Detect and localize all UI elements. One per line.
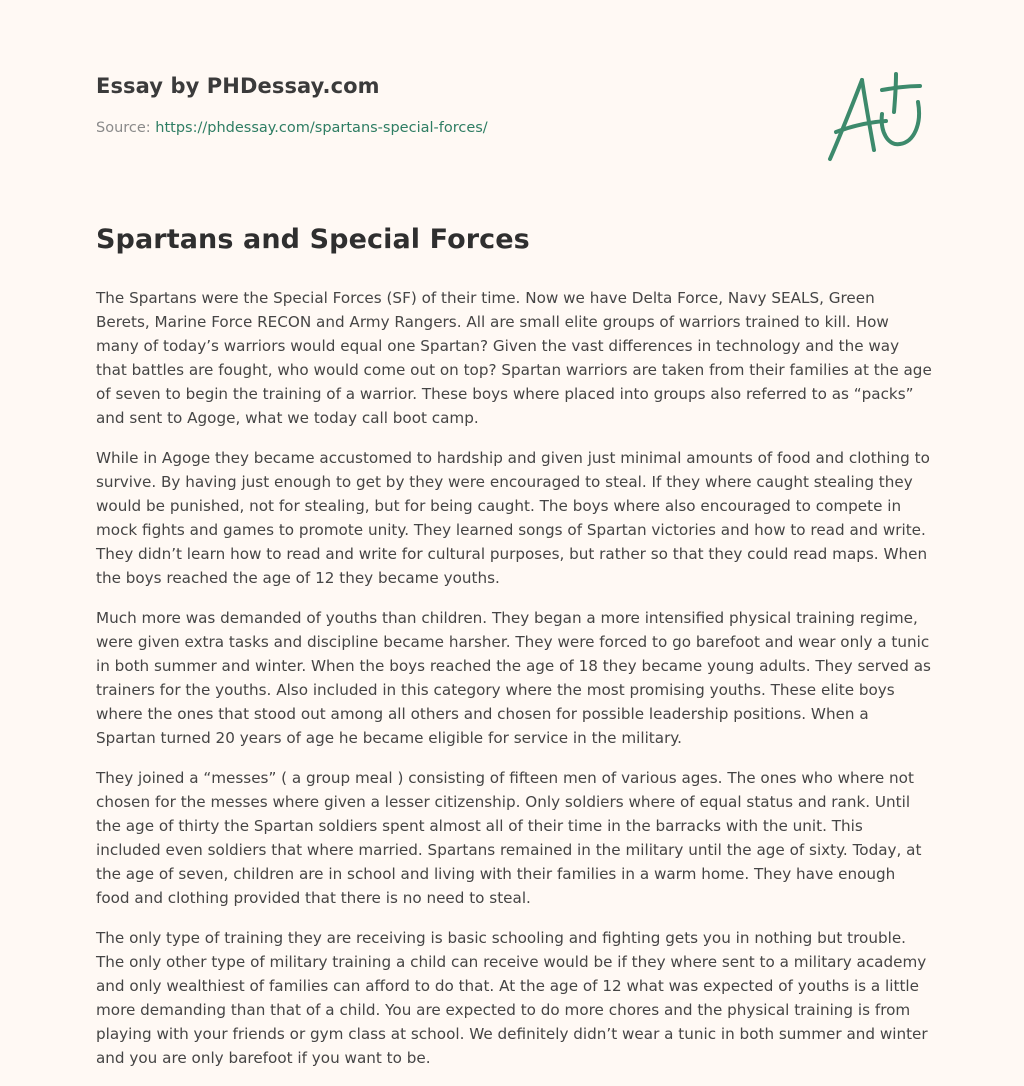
essay-body [96, 286, 932, 1086]
essay-paragraph: While in Agoge they became accustomed to hardship and given just minimal amounts of food and clothing to survive. By having just enough to get by they were encouraged to steal. If they where caught stealing they would be punished, not for stealing, but for being caught. The boys where also encouraged to compete in mock fights and games to promote unity. They learned songs of Spartan victories and how to read and write. They didn’t learn how to read and write for cultural purposes, but rather so that they could read maps. When the boys reached the age of 12 they became youths. [96, 449, 930, 587]
essay-paragraph: The Spartans were the Special Forces (SF) of their time. Now we have Delta Force, Navy SEALS, Green Berets, Marine Force RECON and Army Rangers. All are small elite groups of warriors trained to kill. How many of today’s warriors would equal one Spartan? Given the vast differences in technology and the way that battles are fought, who would come out on top? Spartan warriors are taken from their families at the age of seven to begin the training of a warrior. These boys where placed into groups also referred to as “packs” and sent to Agoge, what we today call boot camp. [96, 289, 932, 427]
essay-paragraph: Much more was demanded of youths than children. They began a more intensified physical training regime, were given extra tasks and discipline became harsher. They were forced to go barefoot and wear only a tunic in both summer and winter. When the boys reached the age of 18 they became young adults. They served as trainers for the youths. Also included in this category where the most promising youths. These elite boys where the ones that stood out among all others and chosen for possible leadership positions. When a Spartan turned 20 years of age he became eligible for service in the military. [96, 609, 931, 747]
site-title: Essay by PHDessay.com [96, 74, 380, 98]
source-label: Source: [96, 120, 156, 136]
essay-title: Spartans and Special Forces [96, 224, 530, 255]
essay-paragraph: The only type of training they are receiving is basic schooling and fighting gets you in nothing but trouble. The only other type of military training a child can receive would be if they where sent to a military academy and only wealthiest of families can afford to do that. At the age of 12 what was expected of youths is a little more demanding than that of a child. You are expected to do more chores and the physical training is from playing with your friends or gym class at school. We definitely didn’t wear a tunic in both summer and winter and you are only barefoot if you want to be. [96, 929, 928, 1067]
source-link[interactable]: https://phdessay.com/spartans-special-forces/ [155, 120, 488, 136]
a-plus-grade-icon [822, 66, 930, 166]
essay-paragraph: They joined a “messes” ( a group meal ) consisting of fifteen men of various ages. The ones who where not chosen for the messes where given a lesser citizenship. Only soldiers where of equal status and rank. Until the age of thirty the Spartan soldiers spent almost all of their time in the barracks with the unit. This included even soldiers that where married. Spartans remained in the military until the age of sixty. Today, at the age of seven, children are in school and living with their families in a warm home. They have enough food and clothing provided that there is no need to steal. [96, 769, 922, 907]
page-header [96, 74, 796, 136]
source-line [96, 120, 796, 136]
